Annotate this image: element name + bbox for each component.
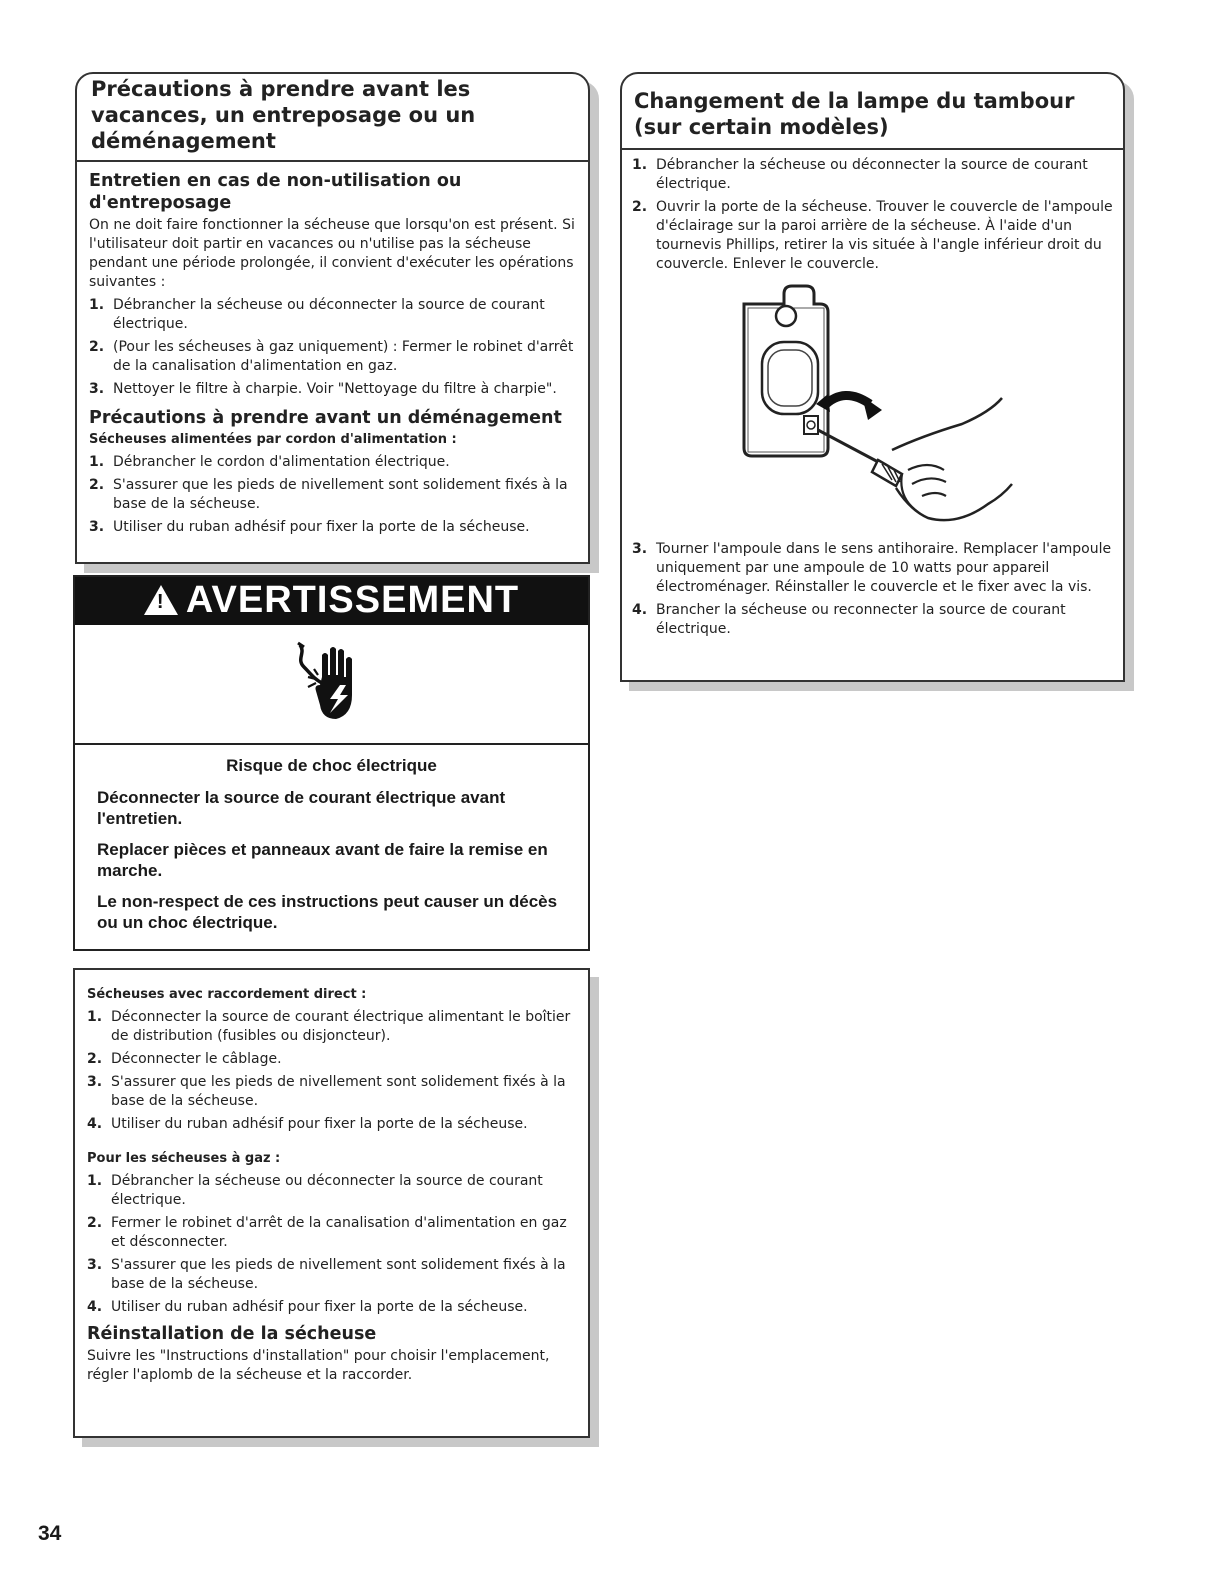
lamp-title: Changement de la lampe du tambour (sur certain modèles) bbox=[634, 89, 1075, 139]
gas-steps bbox=[87, 1172, 578, 1317]
step-number: 2. bbox=[87, 1215, 103, 1231]
lamp-cover-illustration bbox=[732, 274, 1032, 536]
step-text: Débrancher la sécheuse ou déconnecter la source de courant électrique. bbox=[111, 1173, 543, 1208]
electric-shock-hand-icon bbox=[292, 639, 372, 729]
step-number: 2. bbox=[87, 1051, 103, 1067]
step-text: S'assurer que les pieds de nivellement sont solidement fixés à la base de la sécheuse. bbox=[111, 1074, 566, 1109]
cord-steps bbox=[89, 453, 578, 537]
list-item bbox=[87, 1073, 578, 1111]
step-text: Débrancher le cordon d'alimentation électrique. bbox=[113, 454, 450, 470]
step-number: 1. bbox=[632, 157, 648, 173]
warning-triangle-icon: ! bbox=[144, 585, 178, 615]
lamp-steps-a bbox=[632, 156, 1113, 274]
warning-text bbox=[75, 745, 588, 933]
step-number: 4. bbox=[87, 1299, 103, 1315]
list-item bbox=[87, 1256, 578, 1294]
step-text: Déconnecter la source de courant électrique alimentant le boîtier de distribution (fusibles ou disjoncteur). bbox=[111, 1009, 571, 1044]
warning-banner bbox=[75, 577, 588, 625]
step-text: Débrancher la sécheuse ou déconnecter la source de courant électrique. bbox=[656, 157, 1088, 192]
storage-heading: Entretien en cas de non-utilisation ou d'entreposage bbox=[89, 171, 462, 213]
warning-banner-text: AVERTISSEMENT bbox=[185, 578, 520, 621]
list-item bbox=[87, 1172, 578, 1210]
step-text: S'assurer que les pieds de nivellement sont solidement fixés à la base de la sécheuse. bbox=[111, 1257, 566, 1292]
moving-heading: Précautions à prendre avant un déménagement bbox=[89, 408, 562, 428]
list-item bbox=[632, 540, 1113, 597]
lamp-steps-b bbox=[632, 540, 1113, 639]
step-number: 1. bbox=[89, 297, 105, 313]
step-text: Utiliser du ruban adhésif pour fixer la porte de la sécheuse. bbox=[111, 1299, 528, 1315]
cord-heading: Sécheuses alimentées par cordon d'alimentation : bbox=[89, 432, 457, 447]
step-text: Ouvrir la porte de la sécheuse. Trouver le couvercle de l'ampoule d'éclairage sur la paroi arrière de la sécheuse. À l'aide d'un tournevis Phillips, retirer la vis située à l'angle inférieur droit du couvercle. Enlever le couvercle. bbox=[656, 199, 1113, 272]
step-text: Tourner l'ampoule dans le sens antihoraire. Remplacer l'ampoule uniquement par une ampoule de 10 watts pour appareil électroménager. Réinstaller le couvercle et le fixer avec la vis. bbox=[656, 541, 1112, 595]
warning-risk: Risque de choc électrique bbox=[226, 756, 437, 775]
page-number: 34 bbox=[38, 1522, 62, 1545]
storage-intro: On ne doit faire fonctionner la sécheuse que lorsqu'on est présent. Si l'utilisateur doit partir en vacances ou n'utilise pas la sécheuse pendant une période prolongée, il convient d'exécuter les opérations suivantes : bbox=[89, 217, 575, 290]
step-text: Brancher la sécheuse ou reconnecter la source de courant électrique. bbox=[656, 602, 1066, 637]
list-item bbox=[87, 1008, 578, 1046]
storage-steps bbox=[89, 296, 578, 399]
warning-line: Déconnecter la source de courant électrique avant l'entretien. bbox=[97, 788, 506, 828]
step-number: 1. bbox=[87, 1009, 103, 1025]
warning-line: Replacer pièces et panneaux avant de faire la remise en marche. bbox=[97, 840, 548, 880]
list-item bbox=[89, 296, 578, 334]
direct-connection-section bbox=[73, 968, 590, 1438]
step-number: 4. bbox=[87, 1116, 103, 1132]
vacation-title-bar bbox=[77, 74, 588, 162]
list-item bbox=[632, 601, 1113, 639]
step-number: 3. bbox=[89, 381, 105, 397]
step-number: 3. bbox=[87, 1074, 103, 1090]
list-item bbox=[87, 1115, 578, 1134]
warning-icon-area bbox=[75, 625, 588, 745]
step-text: Nettoyer le filtre à charpie. Voir "Nettoyage du filtre à charpie". bbox=[113, 381, 557, 397]
lamp-title-bar bbox=[622, 74, 1123, 150]
list-item bbox=[87, 1298, 578, 1317]
direct-heading: Sécheuses avec raccordement direct : bbox=[87, 987, 367, 1002]
step-number: 1. bbox=[87, 1173, 103, 1189]
list-item bbox=[89, 518, 578, 537]
step-text: Fermer le robinet d'arrêt de la canalisation d'alimentation en gaz et désconnecter. bbox=[111, 1215, 567, 1250]
drum-lamp-section bbox=[620, 72, 1125, 682]
lamp-illustration-area bbox=[632, 274, 1113, 536]
step-number: 2. bbox=[89, 339, 105, 355]
list-item bbox=[89, 453, 578, 472]
gas-heading: Pour les sécheuses à gaz : bbox=[87, 1151, 281, 1166]
step-text: (Pour les sécheuses à gaz uniquement) : Fermer le robinet d'arrêt de la canalisation d'alimentation en gaz. bbox=[113, 339, 574, 374]
step-text: Utiliser du ruban adhésif pour fixer la porte de la sécheuse. bbox=[111, 1116, 528, 1132]
vacation-section bbox=[75, 72, 590, 564]
reinstall-heading: Réinstallation de la sécheuse bbox=[87, 1324, 377, 1344]
list-item bbox=[89, 476, 578, 514]
list-item bbox=[632, 156, 1113, 194]
list-item bbox=[87, 1214, 578, 1252]
step-number: 3. bbox=[87, 1257, 103, 1273]
step-number: 3. bbox=[632, 541, 648, 557]
step-text: Déconnecter le câblage. bbox=[111, 1051, 282, 1067]
step-number: 1. bbox=[89, 454, 105, 470]
list-item bbox=[89, 380, 578, 399]
step-number: 2. bbox=[89, 477, 105, 493]
warning-box bbox=[73, 575, 590, 951]
direct-steps bbox=[87, 1008, 578, 1134]
step-number: 4. bbox=[632, 602, 648, 618]
step-text: S'assurer que les pieds de nivellement sont solidement fixés à la base de la sécheuse. bbox=[113, 477, 568, 512]
list-item bbox=[89, 338, 578, 376]
list-item bbox=[87, 1050, 578, 1069]
step-text: Débrancher la sécheuse ou déconnecter la source de courant électrique. bbox=[113, 297, 545, 332]
vacation-title: Précautions à prendre avant les vacances, un entreposage ou un déménagement bbox=[91, 77, 476, 153]
step-number: 2. bbox=[632, 199, 648, 215]
warning-line: Le non-respect de ces instructions peut causer un décès ou un choc électrique. bbox=[97, 892, 558, 932]
list-item bbox=[632, 198, 1113, 274]
step-number: 3. bbox=[89, 519, 105, 535]
reinstall-text: Suivre les "Instructions d'installation" pour choisir l'emplacement, régler l'aplomb de la sécheuse et la raccorder. bbox=[87, 1348, 550, 1383]
step-text: Utiliser du ruban adhésif pour fixer la porte de la sécheuse. bbox=[113, 519, 530, 535]
